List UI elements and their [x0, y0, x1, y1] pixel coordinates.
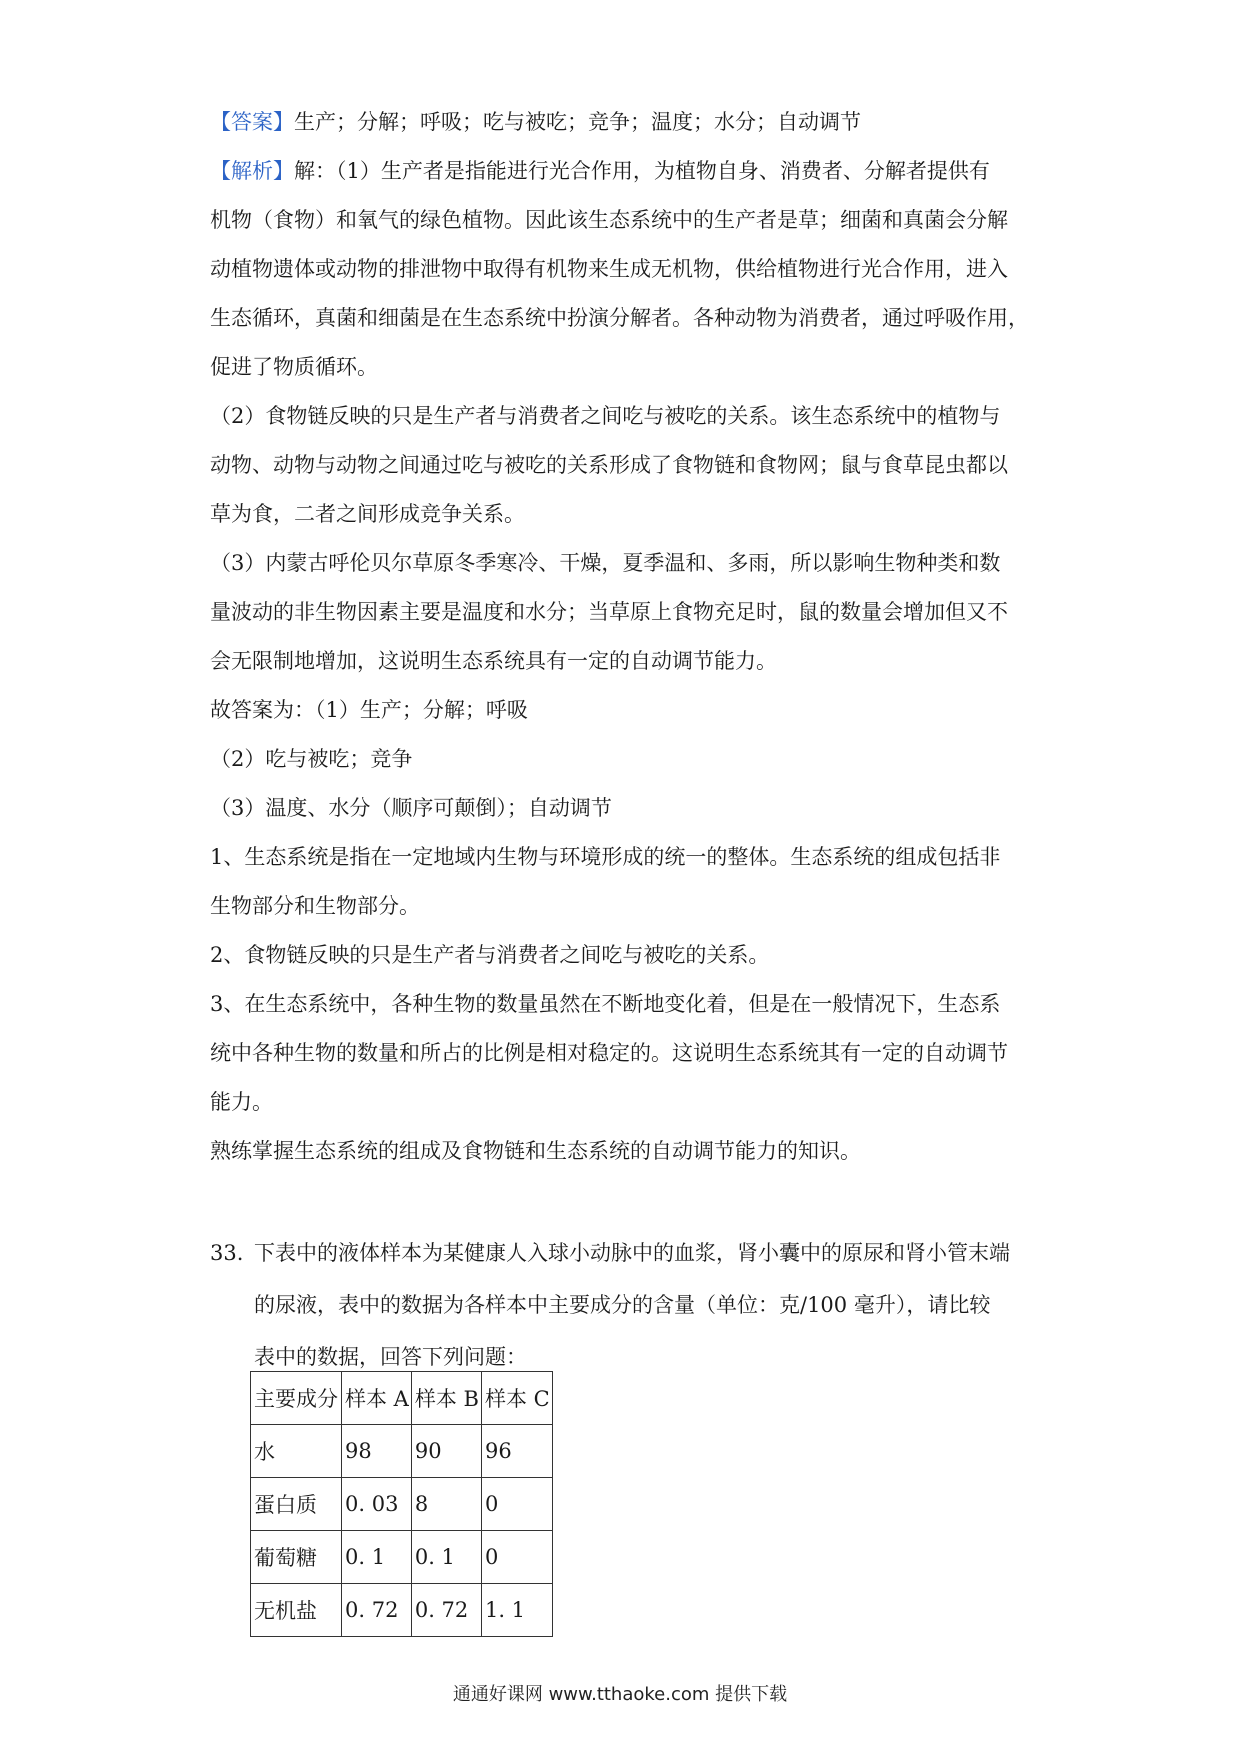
analysis-line: 2、食物链反映的只是生产者与消费者之间吃与被吃的关系。 — [210, 943, 770, 967]
table-row — [251, 1425, 553, 1478]
analysis-line: 量波动的非生物因素主要是温度和水分；当草原上食物充足时，鼠的数量会增加但又不 — [210, 600, 1008, 624]
analysis-line: （2）吃与被吃；竞争 — [210, 747, 413, 771]
analysis-line: 熟练掌握生态系统的组成及食物链和生态系统的自动调节能力的知识。 — [210, 1139, 861, 1163]
analysis-line: （3）温度、水分（顺序可颠倒）；自动调节 — [210, 796, 612, 820]
analysis-line: 会无限制地增加，这说明生态系统具有一定的自动调节能力。 — [210, 649, 777, 673]
analysis-line: 促进了物质循环。 — [210, 355, 378, 379]
table-header-cell: 样本 A — [342, 1372, 412, 1425]
analysis-line: 机物（食物）和氧气的绿色植物。因此该生态系统中的生产者是草；细菌和真菌会分解 — [210, 208, 1008, 232]
question-number: 33. — [210, 1241, 244, 1265]
analysis-line: 生物部分和生物部分。 — [210, 894, 420, 918]
table-cell: 1. 1 — [481, 1584, 552, 1637]
table-cell: 0. 72 — [411, 1584, 481, 1637]
table-cell: 0. 03 — [342, 1478, 412, 1531]
answer-analysis-section — [210, 98, 1040, 1176]
question-text: 下表中的液体样本为某健康人入球小动脉中的血浆，肾小囊中的原尿和肾小管末端 — [254, 1241, 1010, 1265]
analysis-line: 3、在生态系统中，各种生物的数量虽然在不断地变化着，但是在一般情况下，生态系 — [210, 992, 1001, 1016]
table-row — [251, 1531, 553, 1584]
analysis-line — [210, 147, 1040, 196]
table-cell: 8 — [411, 1478, 481, 1531]
page-footer: 通通好课网 www.tthaoke.com 提供下载 — [452, 1684, 788, 1705]
table-cell: 无机盐 — [251, 1584, 342, 1637]
question-line: 的尿液，表中的数据为各样本中主要成分的含量（单位：克/100 毫升），请比较 — [254, 1293, 991, 1317]
sample-composition-table — [250, 1371, 553, 1637]
table-cell: 90 — [411, 1425, 481, 1478]
analysis-line: 动物、动物与动物之间通过吃与被吃的关系形成了食物链和食物网；鼠与食草昆虫都以 — [210, 453, 1008, 477]
question-line: 表中的数据，回答下列问题： — [254, 1345, 527, 1369]
table-cell: 水 — [251, 1425, 342, 1478]
analysis-line: 1、生态系统是指在一定地域内生物与环境形成的统一的整体。生态系统的组成包括非 — [210, 845, 1001, 869]
table-row — [251, 1584, 553, 1637]
table-header-cell: 样本 B — [411, 1372, 481, 1425]
analysis-line: 动植物遗体或动物的排泄物中取得有机物来生成无机物，供给植物进行光合作用，进入 — [210, 257, 1008, 281]
analysis-line: （2）食物链反映的只是生产者与消费者之间吃与被吃的关系。该生态系统中的植物与 — [210, 404, 1001, 428]
analysis-line: 能力。 — [210, 1090, 273, 1114]
table-cell: 98 — [342, 1425, 412, 1478]
table-cell: 96 — [481, 1425, 552, 1478]
table-cell: 0. 1 — [411, 1531, 481, 1584]
analysis-tag: 【解析】 — [210, 159, 294, 183]
table-header-cell: 样本 C — [481, 1372, 552, 1425]
table-header-row — [251, 1372, 553, 1425]
analysis-line: 生态循环，真菌和细菌是在生态系统中扮演分解者。各种动物为消费者，通过呼吸作用， — [210, 306, 1029, 330]
answer-tag: 【答案】 — [210, 110, 294, 134]
table-cell: 0 — [481, 1478, 552, 1531]
table-cell: 0. 1 — [342, 1531, 412, 1584]
answer-text: 生产；分解；呼吸；吃与被吃；竞争；温度；水分；自动调节 — [294, 110, 861, 134]
analysis-line: 故答案为：（1）生产；分解；呼吸 — [210, 698, 528, 722]
table-cell: 0. 72 — [342, 1584, 412, 1637]
table-header-cell: 主要成分 — [251, 1372, 342, 1425]
table-cell: 0 — [481, 1531, 552, 1584]
answer-line — [210, 98, 1040, 147]
analysis-line: 统中各种生物的数量和所占的比例是相对稳定的。这说明生态系统其有一定的自动调节 — [210, 1041, 1008, 1065]
table-row — [251, 1478, 553, 1531]
question-line — [210, 1227, 1040, 1279]
analysis-line: （3）内蒙古呼伦贝尔草原冬季寒冷、干燥，夏季温和、多雨，所以影响生物种类和数 — [210, 551, 1001, 575]
table-cell: 葡萄糖 — [251, 1531, 342, 1584]
table-cell: 蛋白质 — [251, 1478, 342, 1531]
question-33 — [210, 1227, 1040, 1383]
analysis-text: 解：（1）生产者是指能进行光合作用，为植物自身、消费者、分解者提供有 — [294, 159, 990, 183]
analysis-line: 草为食，二者之间形成竞争关系。 — [210, 502, 525, 526]
